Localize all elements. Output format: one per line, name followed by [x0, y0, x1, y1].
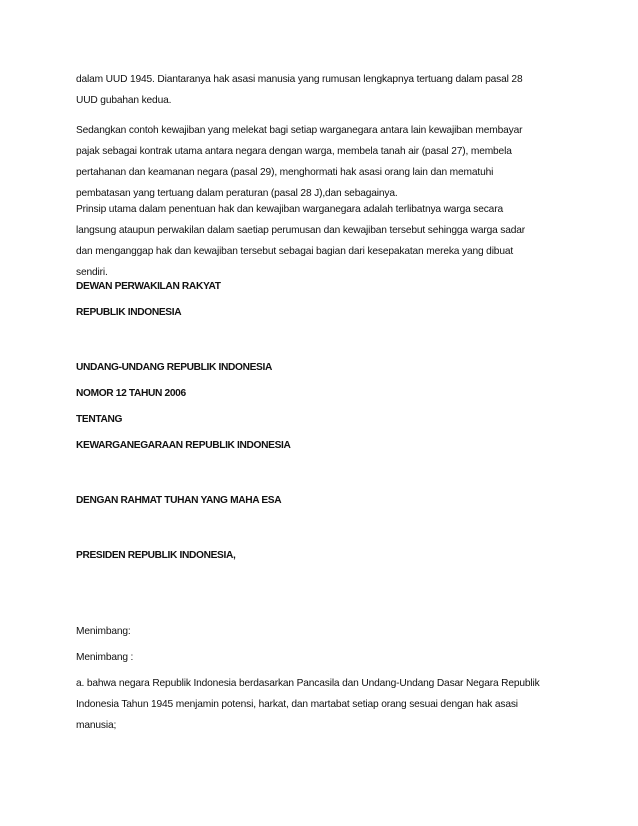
- text-line: Sedangkan contoh kewajiban yang melekat bagi setiap warganegara antara lain kewajiban membayar: [76, 125, 523, 136]
- text-line: langsung ataupun perwakilan dalam saetiap perumusan dan kewajiban tersebut sehingga warga sadar: [76, 225, 526, 236]
- text-line: pertahanan dan keamanan negara (pasal 29), menghormati hak asasi orang lain dan mematuhi: [76, 167, 494, 178]
- text-line: dalam UUD 1945. Diantaranya hak asasi manusia yang rumusan lengkapnya tertuang dalam pasal 28: [76, 74, 523, 85]
- menimbang-label-2: Menimbang :: [76, 652, 134, 663]
- point-a: [76, 673, 576, 736]
- text-line: dan menganggap hak dan kewajiban tersebut sebagai bagian dari kesepakatan mereka yang dibuat: [76, 246, 514, 257]
- heading-subject: KEWARGANEGARAAN REPUBLIK INDONESIA: [76, 440, 291, 451]
- heading-dpr: DEWAN PERWAKILAN RAKYAT: [76, 281, 221, 292]
- text-line: manusia;: [76, 720, 117, 731]
- text-line: pajak sebagai kontrak utama antara negara dengan warga, membela tanah air (pasal 27), membela: [76, 146, 512, 157]
- text-line: Indonesia Tahun 1945 menjamin potensi, harkat, dan martabat setiap orang sesuai dengan hak asasi: [76, 699, 518, 710]
- text-line: sendiri.: [76, 267, 108, 278]
- text-line: Prinsip utama dalam penentuan hak dan kewajiban warganegara adalah terlibatnya warga secara: [76, 204, 503, 215]
- paragraph-prinsip: [76, 199, 576, 283]
- heading-presiden: PRESIDEN REPUBLIK INDONESIA,: [76, 550, 236, 561]
- text-line: pembatasan yang tertuang dalam peraturan (pasal 28 J),dan sebagainya.: [76, 188, 398, 199]
- heading-undang-undang: UNDANG-UNDANG REPUBLIK INDONESIA: [76, 362, 272, 373]
- heading-rahmat: DENGAN RAHMAT TUHAN YANG MAHA ESA: [76, 495, 282, 506]
- heading-tentang: TENTANG: [76, 414, 123, 425]
- paragraph-hak-asasi: [76, 69, 576, 111]
- menimbang-label: Menimbang:: [76, 626, 131, 637]
- heading-republik-indonesia: REPUBLIK INDONESIA: [76, 307, 182, 318]
- paragraph-kewajiban: [76, 120, 576, 204]
- text-line: a. bahwa negara Republik Indonesia berdasarkan Pancasila dan Undang-Undang Dasar Negara Republik: [76, 678, 540, 689]
- heading-nomor: NOMOR 12 TAHUN 2006: [76, 388, 186, 399]
- text-line: UUD gubahan kedua.: [76, 95, 172, 106]
